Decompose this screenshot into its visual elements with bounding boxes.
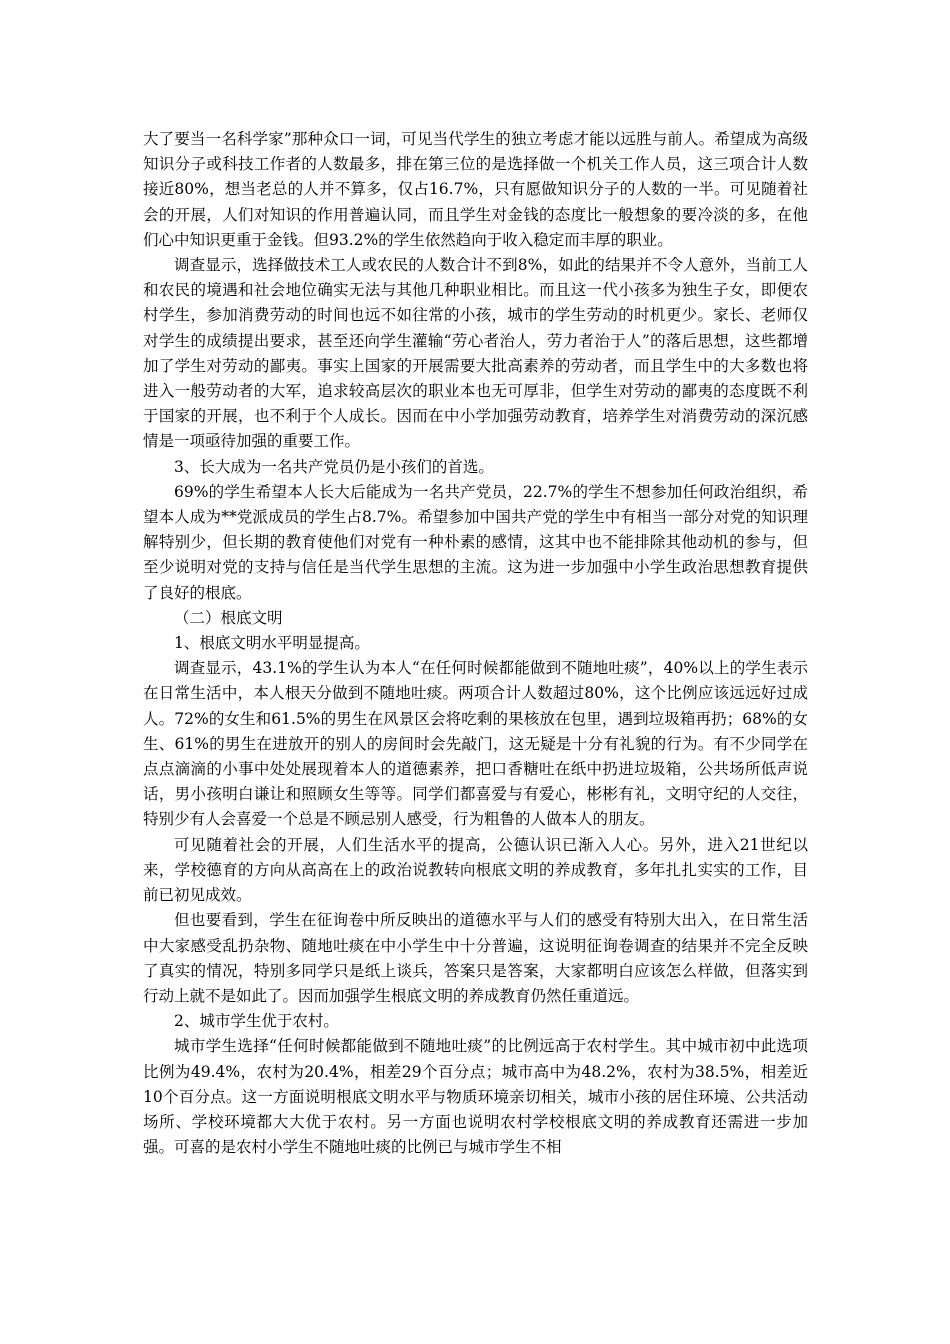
paragraph-3-heading: 3、长大成为一名共产党员仍是小孩们的首选。 (174, 457, 494, 476)
paragraph-9: 但也要看到，学生在征询卷中所反映出的道德水平与人们的感受有特别大出入，在日常生活中大家感受乱扔杂物、随地吐痰在中小学生中十分普遍，这说明征询卷调查的结果并不完全反映了真实的情况，特别多同学只是纸上谈兵，答案只是答案，大家都明白应该怎么样做，但落实到行动上就不是如此了。因而加强学生根底文明的养成教育仍然任重道远。 (143, 911, 808, 1005)
paragraph-10-heading: 2、城市学生优于农村。 (174, 1012, 339, 1031)
section-heading: （二）根底文明 (174, 608, 283, 627)
document-body (143, 127, 808, 1160)
paragraph-7: 调查显示，43.1%的学生认为本人“在任何时候都能做到不随地吐痰”，40%以上的学生表示在日常生活中，本人根天分做到不随地吐痰。两项合计人数超过80%，这个比例应该远远好过成人。72%的女生和61.5%的男生在风景区会将吃剩的果核放在包里，遇到垃圾箱再扔；68%的女生、61%的男生在进放开的别人的房间时会先敲门，这无疑是十分有礼貌的行为。有不少同学在点点滴滴的小事中处处展现着本人的道德素养，把口香糖吐在纸中扔进垃圾箱，公共场所低声说话，男小孩明白谦让和照顾女生等等。同学们都喜爱与有爱心，彬彬有礼，文明守纪的人交往，特别少有人会喜爱一个总是不顾忌别人感受，行为粗鲁的人做本人的朋友。 (143, 659, 808, 829)
paragraph-2: 调查显示，选择做技术工人或农民的人数合计不到8%，如此的结果并不令人意外，当前工人和农民的境遇和社会地位确实无法与其他几种职业相比。而且这一代小孩多为独生子女，即便农村学生，参加消费劳动的时间也远不如往常的小孩，城市的学生劳动的时机更少。家长、老师仅对学生的成绩提出要求，甚至还向学生灌输“劳心者治人，劳力者治于人”的落后思想，这些都增加了学生对劳动的鄙夷。事实上国家的开展需要大批高素养的劳动者，而且学生中的大多数也将进入一般劳动者的大军，追求较高层次的职业本也无可厚非，但学生对劳动的鄙夷的态度既不利于国家的开展，也不利于个人成长。因而在中小学加强劳动教育，培养学生对消费劳动的深沉感情是一项亟待加强的重要工作。 (143, 256, 808, 451)
paragraph-11: 城市学生选择“任何时候都能做到不随地吐痰”的比例远高于农村学生。其中城市初中此选项比例为49.4%，农村为20.4%，相差29个百分点；城市高中为48.2%，农村为38.5%，相差近10个百分点。这一方面说明根底文明水平与物质环境亲切相关，城市小孩的居住环境、公共活动场所、学校环境都大大优于农村。另一方面也说明农村学校根底文明的养成教育还需进一步加强。可喜的是农村小学生不随地吐痰的比例已与城市学生不相 (143, 1037, 808, 1157)
paragraph-6-heading: 1、根底文明水平明显提高。 (174, 634, 370, 653)
paragraph-1: 大了要当一名科学家”那种众口一词，可见当代学生的独立考虑才能以远胜与前人。希望成为高级知识分子或科技工作者的人数最多，排在第三位的是选择做一个机关工作人员，这三项合计人数接近80%，想当老总的人并不算多，仅占16.7%，只有愿做知识分子的人数的一半。可见随着社会的开展，人们对知识的作用普遍认同，而且学生对金钱的态度比一般想象的要冷淡的多，在他们心中知识更重于金钱。但93.2%的学生依然趋向于收入稳定而丰厚的职业。 (143, 130, 808, 249)
paragraph-4: 69%的学生希望本人长大后能成为一名共产党员，22.7%的学生不想参加任何政治组织，希望本人成为**党派成员的学生占8.7%。希望参加中国共产党的学生中有相当一部分对党的知识理解特别少，但长期的教育使他们对党有一种朴素的感情，这其中也不能排除其他动机的参与，但至少说明对党的支持与信任是当代学生思想的主流。这为进一步加强中小学生政治思想教育提供了良好的根底。 (143, 482, 808, 602)
paragraph-8: 可见随着社会的开展，人们生活水平的提高，公德认识已渐入人心。另外，进入21世纪以来，学校德育的方向从高高在上的政治说教转向根底文明的养成教育，多年扎扎实实的工作，目前已初见成效。 (143, 835, 808, 905)
